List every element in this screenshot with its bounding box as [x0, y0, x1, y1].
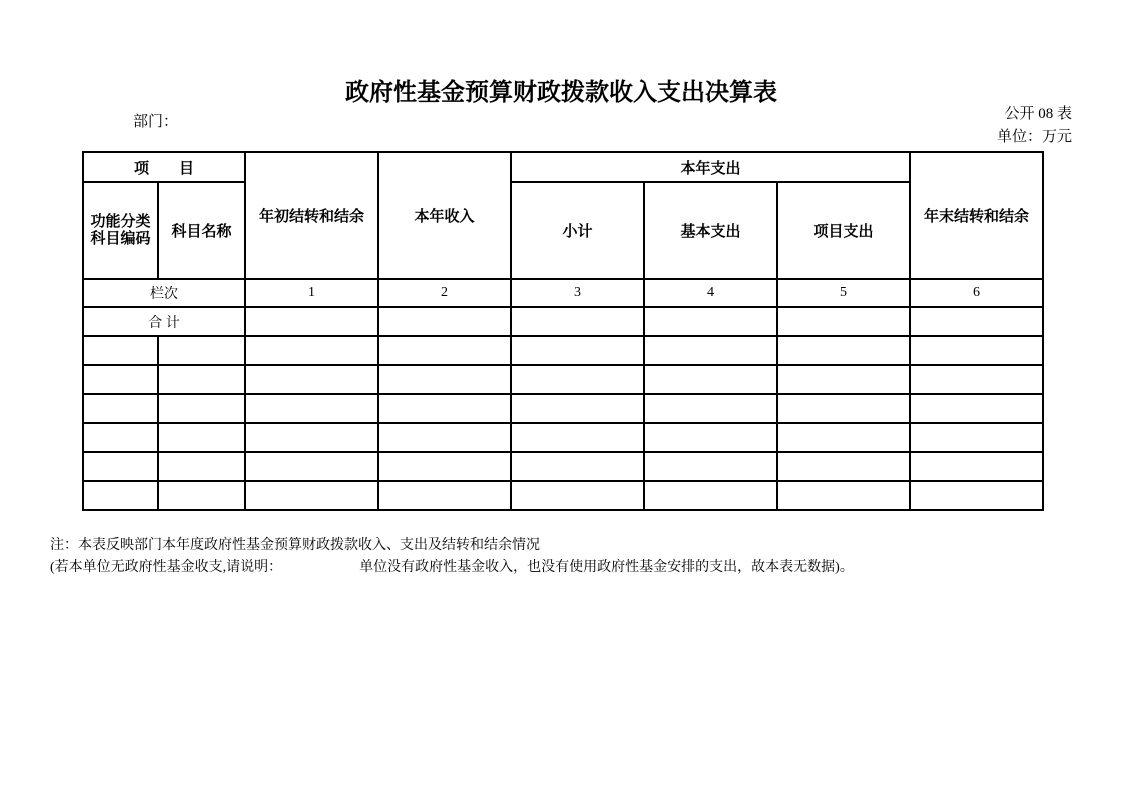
table-cell [378, 336, 511, 365]
page-title: 政府性基金预算财政拨款收入支出决算表 [345, 78, 777, 106]
table-cell [378, 394, 511, 423]
table-cell [777, 365, 910, 394]
notes [50, 535, 854, 579]
note-line-1: 注：本表反映部门本年度政府性基金预算财政拨款收入、支出及结转和结余情况 [50, 538, 540, 553]
table-cell [910, 423, 1043, 452]
column-index-cell: 4 [644, 279, 777, 307]
table-row [83, 423, 1043, 452]
note-line-2: (若本单位无政府性基金收支,请说明： 单位没有政府性基金收入，也没有使用政府性基金安排的支出，故本表无数据)。 [50, 560, 854, 575]
header-subject-name: 科目名称 [158, 182, 245, 279]
total-row [83, 307, 1043, 336]
table-cell [511, 452, 644, 481]
total-cell [777, 307, 910, 336]
table-cell [158, 336, 245, 365]
total-cell [910, 307, 1043, 336]
table-cell [83, 423, 158, 452]
header-row-1 [83, 152, 1043, 182]
table-cell [83, 452, 158, 481]
budget-table-body [83, 152, 1043, 510]
total-cell [378, 307, 511, 336]
table-cell [83, 394, 158, 423]
table-cell [158, 365, 245, 394]
table-cell [83, 336, 158, 365]
header-year-income: 本年收入 [378, 152, 511, 279]
total-row-label: 合 计 [83, 307, 245, 336]
table-cell [511, 365, 644, 394]
table-cell [910, 481, 1043, 510]
table-cell [158, 452, 245, 481]
column-index-cell: 1 [245, 279, 378, 307]
header-project: 项 目 [83, 152, 245, 182]
table-cell [511, 394, 644, 423]
table-cell [644, 423, 777, 452]
table-cell [378, 452, 511, 481]
table-code-label: 公开 08 表 [1004, 106, 1072, 122]
header-func-code [83, 182, 158, 279]
table-cell [158, 481, 245, 510]
header-func-code-line2: 科目编码 [90, 230, 151, 247]
column-index-cell: 3 [511, 279, 644, 307]
table-cell [158, 423, 245, 452]
table-row [83, 394, 1043, 423]
column-index-cell: 5 [777, 279, 910, 307]
table-cell [378, 423, 511, 452]
header-year-expense: 本年支出 [511, 152, 910, 182]
header-basic-expense: 基本支出 [644, 182, 777, 279]
table-cell [777, 394, 910, 423]
header-begin-balance: 年初结转和结余 [245, 152, 378, 279]
unit-label: 单位：万元 [996, 129, 1072, 145]
table-cell [83, 365, 158, 394]
table-cell [644, 481, 777, 510]
header-func-code-line1: 功能分类 [90, 213, 151, 230]
header-end-balance: 年末结转和结余 [910, 152, 1043, 279]
meta-block [997, 103, 1072, 149]
table-cell [910, 452, 1043, 481]
table-cell [245, 394, 378, 423]
column-index-row [83, 279, 1043, 307]
table-cell [910, 365, 1043, 394]
table-cell [644, 394, 777, 423]
table-row [83, 336, 1043, 365]
table-cell [511, 336, 644, 365]
total-cell [511, 307, 644, 336]
table-cell [378, 481, 511, 510]
total-cell [245, 307, 378, 336]
table-cell [777, 452, 910, 481]
department-label: 部门： [133, 114, 179, 130]
table-cell [245, 336, 378, 365]
table-row [83, 481, 1043, 510]
table-cell [910, 336, 1043, 365]
table-cell [511, 423, 644, 452]
table-row [83, 365, 1043, 394]
table-cell [245, 365, 378, 394]
table-cell [910, 394, 1043, 423]
table-cell [644, 365, 777, 394]
table-cell [158, 394, 245, 423]
table-cell [511, 481, 644, 510]
header-project-expense: 项目支出 [777, 182, 910, 279]
column-index-cell: 2 [378, 279, 511, 307]
table-cell [644, 336, 777, 365]
table-cell [245, 423, 378, 452]
column-index-label: 栏次 [83, 279, 245, 307]
table-cell [83, 481, 158, 510]
table-row [83, 452, 1043, 481]
table-cell [777, 423, 910, 452]
table-cell [245, 481, 378, 510]
header-subtotal: 小计 [511, 182, 644, 279]
column-index-cell: 6 [910, 279, 1043, 307]
budget-table [82, 151, 1044, 511]
header-row-2 [83, 182, 1043, 279]
table-cell [245, 452, 378, 481]
table-cell [644, 452, 777, 481]
total-cell [644, 307, 777, 336]
table-cell [378, 365, 511, 394]
table-cell [777, 336, 910, 365]
table-cell [777, 481, 910, 510]
